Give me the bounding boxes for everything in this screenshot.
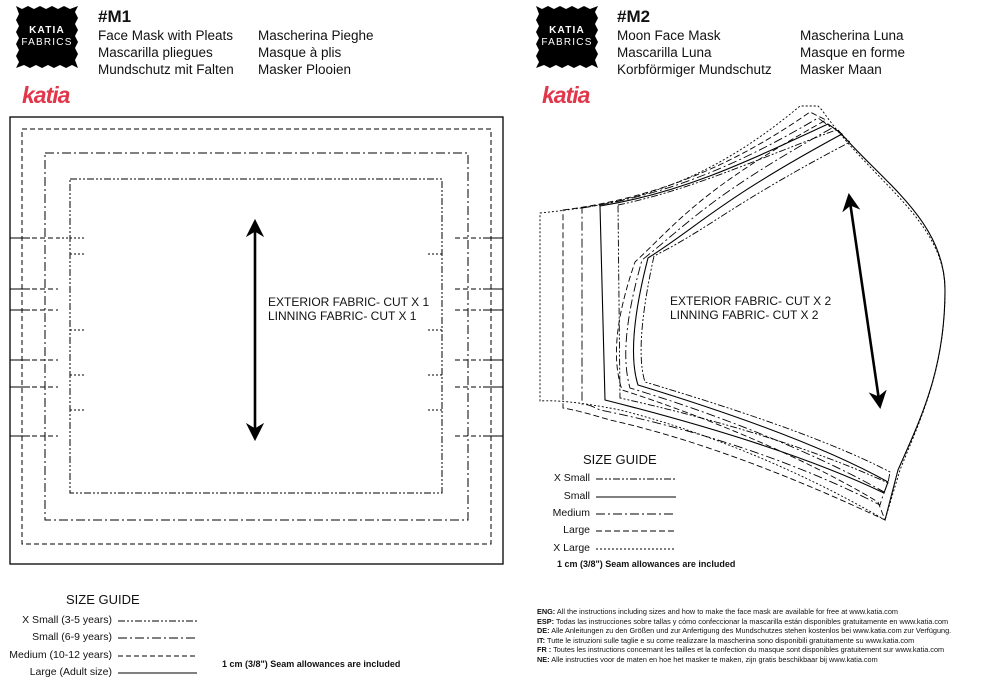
m2-size-guide-lines [596, 479, 676, 549]
m2-pattern-code: #M2 [617, 7, 651, 26]
m1-name: Masker Plooien [258, 62, 352, 77]
m1-name: Mundschutz mit Falten [98, 62, 234, 77]
instructions-notes [537, 607, 951, 665]
m1-pattern [10, 117, 503, 564]
m1-katia-brand: katia [22, 82, 70, 108]
m2-size-label: X Large [553, 542, 590, 554]
m1-pattern-code: #M1 [98, 7, 132, 26]
m1-cut-line: EXTERIOR FABRIC- CUT X 1 [268, 295, 430, 309]
m2-size-guide-title: SIZE GUIDE [583, 452, 657, 467]
logo-line-2: FABRICS [541, 37, 593, 48]
logo-line-1: KATIA [549, 25, 585, 36]
m2-names-right [800, 27, 905, 78]
m1-cut-line: LINNING FABRIC- CUT X 1 [268, 309, 417, 323]
m2-grain-arrow [850, 202, 879, 400]
m1-names-left [98, 27, 234, 78]
m1-pleat-marks-left [10, 238, 84, 436]
m1-cut-instructions [268, 295, 429, 323]
m2-name: Mascarilla Luna [617, 45, 712, 60]
m1-pleat-marks-right [428, 238, 503, 436]
m2-katia-fabrics-logo [536, 6, 598, 68]
note-line: FR : Toutes les instructions concernant les tailles et la confection du masque sont disponibles gratuitement sur www.katia.com [537, 645, 945, 655]
note-line: IT: Tutte le istruzioni sulle taglie e su come realizzare la mascherina sono disponibili gratuitamente su www.katia.com [537, 635, 915, 645]
m2-name: Moon Face Mask [617, 28, 721, 43]
m2-size-label: Medium [552, 507, 590, 519]
m1-size-label: Large (Adult size) [29, 666, 112, 678]
m2-katia-brand: katia [542, 82, 590, 108]
m1-name: Masque à plis [258, 45, 342, 60]
m1-katia-fabrics-logo [16, 6, 78, 68]
m1-size-guide-lines [118, 621, 197, 673]
m2-cut-line: EXTERIOR FABRIC- CUT X 2 [670, 294, 832, 308]
m2-names-left [617, 27, 772, 78]
m2-name: Masque en forme [800, 45, 906, 60]
m1-seam-note: 1 cm (3/8") Seam allowances are included [222, 659, 401, 669]
m1-outline-large [10, 117, 503, 564]
m1-name: Face Mask with Pleats [98, 28, 234, 43]
m1-names-right [258, 27, 374, 78]
m1-outline-medium [22, 129, 491, 544]
m2-main-edge [838, 130, 945, 520]
logo-line-2: FABRICS [21, 37, 73, 48]
m2-seam-note: 1 cm (3/8") Seam allowances are included [557, 559, 736, 569]
m2-size-label: Large [563, 524, 590, 536]
m1-size-label: X Small (3-5 years) [22, 614, 112, 626]
m2-size-label: X Small [553, 472, 590, 484]
m2-cut-line: LINNING FABRIC- CUT X 2 [670, 308, 819, 322]
m1-size-guide-title: SIZE GUIDE [66, 592, 140, 607]
note-line: NE: Alle instructies voor de maten en hoe het masker te maken, zijn gratis beschikbaar bij www.katia.com [537, 654, 878, 664]
note-line: ESP: Todas las instrucciones sobre tallas y cómo confeccionar la mascarilla están disponibles gratuitamente en www.katia.com [537, 616, 949, 626]
m1-outline-small [45, 153, 468, 520]
m2-name: Korbförmiger Mundschutz [617, 62, 772, 77]
logo-line-1: KATIA [29, 25, 65, 36]
m1-name: Mascarilla pliegues [98, 45, 213, 60]
m1-size-label: Medium (10-12 years) [9, 649, 112, 661]
note-line: ENG: All the instructions including sizes and how to make the face mask are available for free at www.katia.com [537, 607, 898, 616]
m2-name: Mascherina Luna [800, 28, 904, 43]
m1-name: Mascherina Pieghe [258, 28, 374, 43]
m2-name: Masker Maan [800, 62, 882, 77]
m2-cut-instructions [670, 294, 831, 322]
m2-size-label: Small [563, 490, 590, 502]
note-line: DE: Alle Anleitungen zu den Größen und zur Anfertigung des Mundschutzes stehen kostenlos bei www.katia.com zur Verfügung. [537, 626, 952, 636]
m1-size-label: Small (6-9 years) [32, 631, 112, 643]
